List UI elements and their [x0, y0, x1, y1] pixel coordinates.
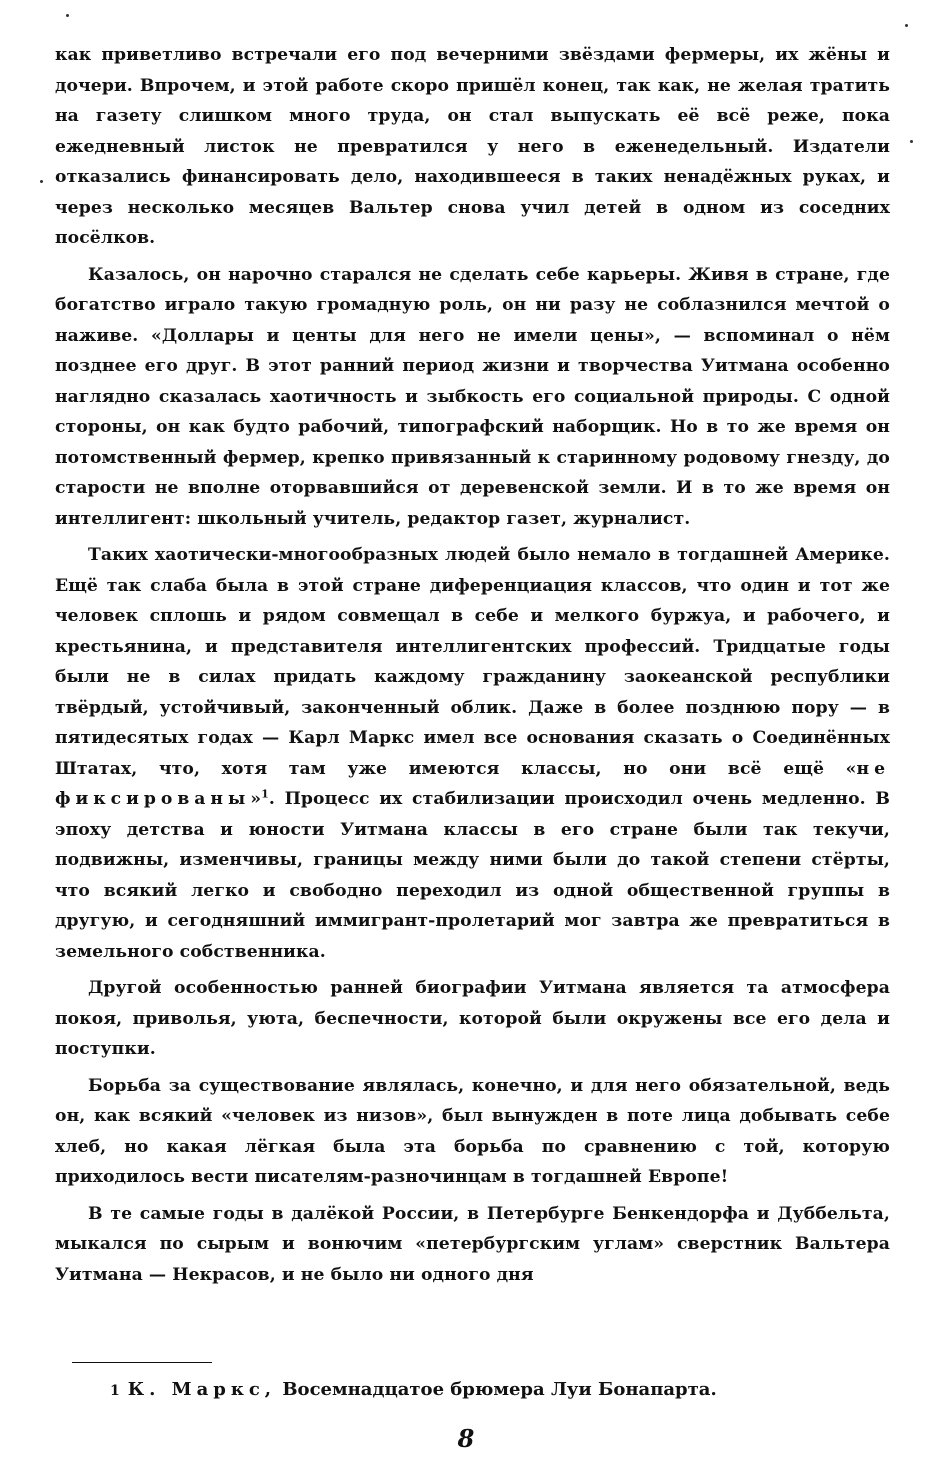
paragraph-4: Другой особенностью ранней биографии Уитмана является та атмосфера покоя, приволья, уюта, беспечности, которой были окружены все его дела и поступки.	[55, 978, 890, 1059]
scan-speck	[910, 140, 913, 143]
paragraph-3	[55, 540, 890, 967]
footnote-author: К. Маркс,	[127, 1379, 277, 1400]
paragraph-6: В те самые годы в далёкой России, в Петербурге Бенкендорфа и Дуббельта, мыкался по сырым и вонючим «петербургским углам» сверстник Вальтера Уитмана — Некрасов, и не было ни одного дня	[55, 1203, 890, 1285]
scan-speck	[66, 14, 69, 17]
page-number: 8	[457, 1424, 475, 1453]
footnote	[110, 1378, 890, 1403]
scan-speck	[40, 180, 43, 183]
quote-close: »	[250, 789, 262, 809]
paragraph-3-text-a: Таких хаотически-многообразных людей было немало в тогдашней Америке. Ещё так слаба была в этой стране диференциация классов, что один и тот же человек сплошь и рядом совмещал в себе и мелкого буржуа, и рабочего, и крестьянина, и представителя интеллигентских профессий. Тридцатые годы были не в силах придать каждому гражданину заокеанской республики твёрдый, устойчивый, законченный облик. Даже в более позднюю пору — в пятидесятых годах — Карл Маркс имел все основания сказать о Соединённых Штатах, что, хотя там уже имеются классы, но они всё ещё «	[55, 545, 890, 779]
paragraph-5: Борьба за существование являлась, конечно, и для него обязательной, ведь он, как всякий «человек из низов», был вынужден в поте лица добывать себе хлеб, но какая лёгкая была эта борьба по сравнению с той, которую приходилось вести писателям-разночинцам в тогдашней Европе!	[55, 1075, 890, 1187]
paragraph-1: как приветливо встречали его под вечерними звёздами фермеры, их жёны и дочери. Впрочем, и этой работе скоро пришёл конец, так как, не желая тратить на газету слишком много труда, он стал выпускать её всё реже, пока ежедневный листок не превратился у него в еженедельный. Издатели отказались финансировать дело, находившееся в таких ненадёжных руках, и через несколько месяцев Вальтер снова учил детей в одном из соседних посёлков.	[55, 45, 890, 248]
footnote-number: 1	[110, 1383, 120, 1399]
footnote-reference: 1	[261, 787, 269, 801]
scan-speck	[905, 24, 908, 27]
paragraph-3-text-b: . Процесс их стабилизации происходил очень медленно. В эпоху детства и юности Уитмана классы в его стране были так текучи, подвижны, изменчивы, границы между ними были до такой степени стёрты, что всякий легко и свободно переходил из одной общественной группы в другую, и сегодняшний иммигрант-пролетарий мог завтра же превратиться в земельного собственника.	[55, 789, 890, 962]
footnote-divider	[72, 1362, 212, 1363]
footnote-work: Восемнадцатое брюмера Луи Бонапарта.	[282, 1379, 717, 1400]
page-body	[55, 40, 890, 1296]
spaced-quote: не фиксированы	[55, 758, 890, 809]
paragraph-2: Казалось, он нарочно старался не сделать себе карьеры. Живя в стране, где богатство играло такую громадную роль, он ни разу не соблазнился мечтой о наживе. «Доллары и центы для него не имели цены», — вспоминал о нём позднее его друг. В этот ранний период жизни и творчества Уитмана особенно наглядно сказалась хаотичность и зыбкость его социальной природы. С одной стороны, он как будто рабочий, типографский наборщик. Но в то же время он потомственный фермер, крепко привязанный к старинному родовому гнезду, до старости не вполне оторвавшийся от деревенской земли. И в то же время он интеллигент: школьный учитель, редактор газет, журналист.	[55, 264, 890, 529]
